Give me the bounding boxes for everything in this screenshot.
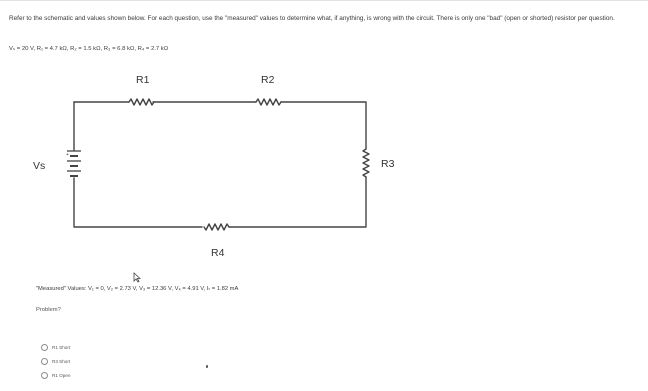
problem-prompt: Problem?	[36, 307, 61, 313]
stray-mark	[206, 365, 208, 368]
r3-label: R3	[381, 158, 395, 170]
answer-options	[41, 340, 70, 382]
radio-button[interactable]	[41, 372, 48, 379]
r2-label: R2	[261, 74, 275, 86]
r2-resistor	[256, 99, 281, 105]
mouse-pointer-icon	[133, 272, 141, 283]
option-label: R1 Short	[52, 344, 71, 350]
option-label: R3 Short	[52, 358, 71, 364]
question-instructions: Refer to the schematic and values shown below. For each question, use the "measured" values to determine what, if anything, is wrong with the circuit. There is only one "bad" (open or shorted) resistor per question.	[9, 15, 615, 22]
r1-resistor	[129, 99, 154, 105]
r3-resistor	[363, 149, 369, 177]
r4-resistor	[204, 224, 229, 230]
option-r1-open[interactable]	[41, 368, 70, 382]
option-label: R1 Open	[52, 372, 71, 378]
vs-label: Vs	[33, 160, 46, 172]
given-values: Vₛ = 20 V, R₁ = 4.7 kΩ, R₂ = 1.5 kΩ, R₃ = 6.8 kΩ, R₄ = 2.7 kΩ	[9, 46, 169, 52]
top-wire	[74, 102, 366, 149]
radio-button[interactable]	[41, 358, 48, 365]
option-r1-short[interactable]	[41, 340, 70, 354]
radio-button[interactable]	[41, 344, 48, 351]
r1-label: R1	[136, 74, 150, 86]
measured-values: "Measured" Values: V₁ = 0, V₂ = 2.73 V, V₃ = 12.36 V, V₄ = 4.91 V, Iₜ = 1.82 mA	[36, 286, 239, 292]
voltage-source	[67, 151, 81, 176]
bottom-wire	[74, 178, 202, 227]
circuit-schematic	[0, 1, 648, 391]
r4-label: R4	[211, 247, 225, 259]
option-r3-short[interactable]	[41, 354, 70, 368]
svg-text:+: +	[66, 152, 69, 158]
right-wire	[229, 177, 366, 227]
